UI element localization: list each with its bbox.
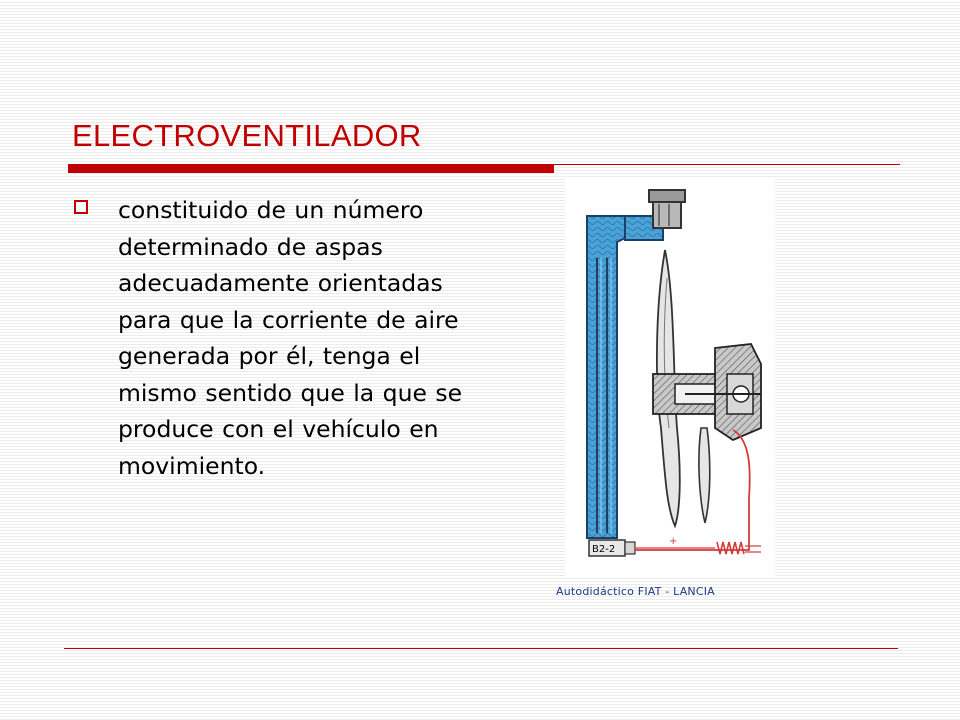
title-underline-thick <box>68 164 554 173</box>
resistor-icon <box>717 542 744 554</box>
polarity-plus: + <box>669 536 678 547</box>
diagram-label: B2-2 <box>592 544 616 555</box>
electrical-wiring <box>635 430 761 554</box>
footer-rule <box>64 648 898 649</box>
fan-diagram-svg <box>565 178 775 578</box>
bullet-text: constituido de un número determinado de aspas adecuadamente orientadas para que la corriente de aire generada por él, tenga el mismo sentido que la que se produce con el vehículo en movimiento. <box>118 196 463 480</box>
figure-caption: Autodidáctico FIAT - LANCIA <box>556 585 715 598</box>
temperature-switch <box>589 540 635 556</box>
title-underline-thin <box>554 164 900 165</box>
slide-title: ELECTROVENTILADOR <box>72 118 422 153</box>
filler-neck <box>625 190 685 240</box>
radiator <box>587 216 625 538</box>
electric-fan-diagram <box>565 178 775 578</box>
bullet-square-icon <box>74 200 88 214</box>
